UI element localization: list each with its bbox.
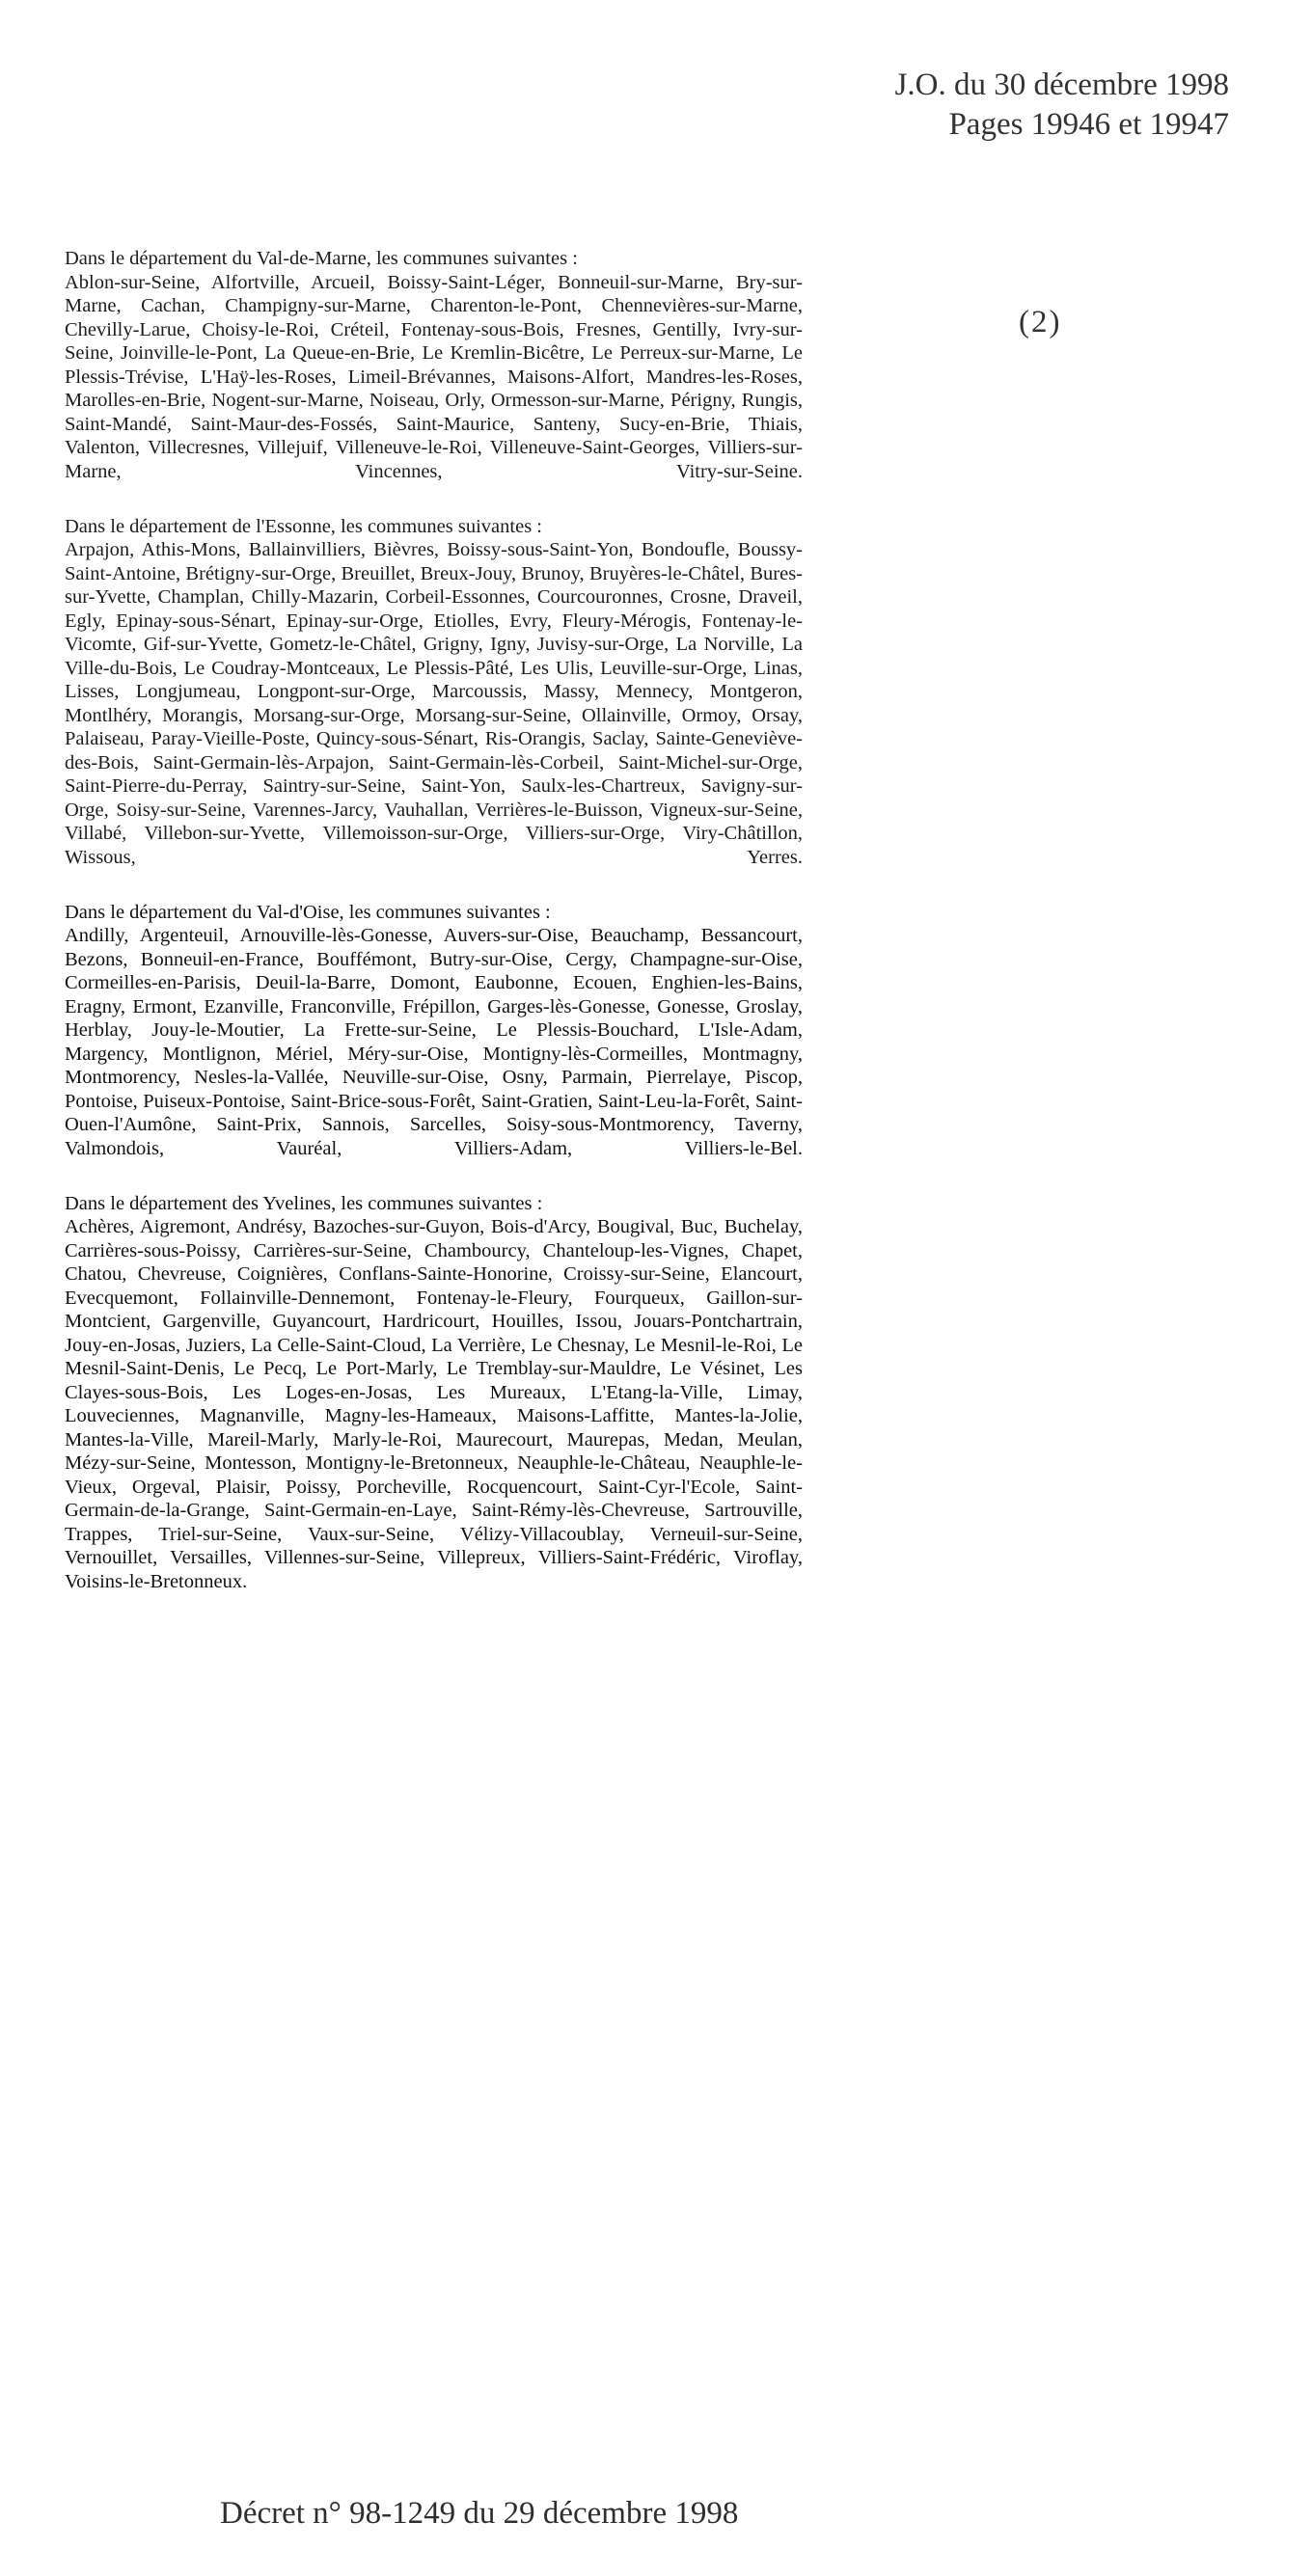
section-yvelines [39,1192,803,1617]
section-intro: Dans le département des Yvelines, les communes suivantes : [65,1192,543,1214]
document-body [39,247,803,1625]
journal-pages: Pages 19946 et 19947 [948,107,1229,142]
journal-date: J.O. du 30 décembre 1998 [894,68,1229,102]
commune-list: Ablon-sur-Seine, Alfortville, Arcueil, Boissy-Saint-Léger, Bonneuil-sur-Marne, Bry-sur-Marne, Cachan, Champigny-sur-Marne, Charenton-le-Pont, Chennevières-sur-Marne, Chevilly-Larue, Choisy-le-Roi, Créteil, Fontenay-sous-Bois, Fresnes, Gentilly, Ivry-sur-Seine, Joinville-le-Pont, La Queue-en-Brie, Le Kremlin-Bicêtre, Le Perreux-sur-Marne, Le Plessis-Trévise, L'Haÿ-les-Roses, Limeil-Brévannes, Maisons-Alfort, Mandres-les-Roses, Marolles-en-Brie, Nogent-sur-Marne, Noiseau, Orly, Ormesson-sur-Marne, Périgny, Rungis, Saint-Mandé, Saint-Maur-des-Fossés, Saint-Maurice, Santeny, Sucy-en-Brie, Thiais, Valenton, Villecresnes, Villejuif, Villeneuve-le-Roi, Villeneuve-Saint-Georges, Villiers-sur-Marne, Vincennes, Vitry-sur-Seine. [65,271,803,482]
commune-list: Andilly, Argenteuil, Arnouville-lès-Gonesse, Auvers-sur-Oise, Beauchamp, Bessancourt, Bezons, Bonneuil-en-France, Bouffémont, Butry-sur-Oise, Cergy, Champagne-sur-Oise, Cormeilles-en-Parisis, Deuil-la-Barre, Domont, Eaubonne, Ecouen, Enghien-les-Bains, Eragny, Ermont, Ezanville, Franconville, Frépillon, Garges-lès-Gonesse, Gonesse, Groslay, Herblay, Jouy-le-Moutier, La Frette-sur-Seine, Le Plessis-Bouchard, L'Isle-Adam, Margency, Montlignon, Mériel, Méry-sur-Oise, Montigny-lès-Cormeilles, Montmagny, Montmorency, Nesles-la-Vallée, Neuville-sur-Oise, Osny, Parmain, Pierrelaye, Piscop, Pontoise, Puiseux-Pontoise, Saint-Brice-sous-Forêt, Saint-Gratien, Saint-Leu-la-Forêt, Saint-Ouen-l'Aumône, Saint-Prix, Sannois, Sarcelles, Soisy-sous-Montmorency, Taverny, Valmondois, Vauréal, Villiers-Adam, Villiers-le-Bel. [65,925,803,1159]
journal-reference [824,66,1229,145]
section-essonne [39,515,803,893]
section-val-d-oise [39,901,803,1184]
page-marker: (2) [1019,305,1062,339]
section-val-de-marne [39,247,803,507]
decree-reference: Décret n° 98-1249 du 29 décembre 1998 [220,2496,739,2531]
section-intro: Dans le département du Val-de-Marne, les communes suivantes : [65,248,578,269]
section-intro: Dans le département du Val-d'Oise, les communes suivantes : [65,901,551,923]
commune-list: Achères, Aigremont, Andrésy, Bazoches-sur-Guyon, Bois-d'Arcy, Bougival, Buc, Buchelay, Carrières-sous-Poissy, Carrières-sur-Seine, Chambourcy, Chanteloup-les-Vignes, Chapet, Chatou, Chevreuse, Coignières, Conflans-Sainte-Honorine, Croissy-sur-Seine, Elancourt, Evecquemont, Follainville-Dennemont, Fontenay-le-Fleury, Fourqueux, Gaillon-sur-Montcient, Gargenville, Guyancourt, Hardricourt, Houilles, Issou, Jouars-Pontchartrain, Jouy-en-Josas, Juziers, La Celle-Saint-Cloud, La Verrière, Le Chesnay, Le Mesnil-le-Roi, Le Mesnil-Saint-Denis, Le Pecq, Le Port-Marly, Le Tremblay-sur-Mauldre, Le Vésinet, Les Clayes-sous-Bois, Les Loges-en-Josas, Les Mureaux, L'Etang-la-Ville, Limay, Louveciennes, Magnanville, Magny-les-Hameaux, Maisons-Laffitte, Mantes-la-Jolie, Mantes-la-Ville, Mareil-Marly, Marly-le-Roi, Maurecourt, Maurepas, Medan, Meulan, Mézy-sur-Seine, Montesson, Montigny-le-Bretonneux, Neauphle-le-Château, Neauphle-le-Vieux, Orgeval, Plaisir, Poissy, Porcheville, Rocquencourt, Saint-Cyr-l'Ecole, Saint-Germain-de-la-Grange, Saint-Germain-en-Laye, Saint-Rémy-lès-Chevreuse, Sartrouville, Trappes, Triel-sur-Seine, Vaux-sur-Seine, Vélizy-Villacoublay, Verneuil-sur-Seine, Vernouillet, Versailles, Villennes-sur-Seine, Villepreux, Villiers-Saint-Frédéric, Viroflay, Voisins-le-Bretonneux. [65,1216,803,1592]
section-intro: Dans le département de l'Essonne, les communes suivantes : [65,515,543,537]
commune-list: Arpajon, Athis-Mons, Ballainvilliers, Bièvres, Boissy-sous-Saint-Yon, Bondoufle, Boussy-Saint-Antoine, Brétigny-sur-Orge, Breuillet, Breux-Jouy, Brunoy, Bruyères-le-Châtel, Bures-sur-Yvette, Champlan, Chilly-Mazarin, Corbeil-Essonnes, Courcouronnes, Crosne, Draveil, Egly, Epinay-sous-Sénart, Epinay-sur-Orge, Etiolles, Evry, Fleury-Mérogis, Fontenay-le-Vicomte, Gif-sur-Yvette, Gometz-le-Châtel, Grigny, Igny, Juvisy-sur-Orge, La Norville, La Ville-du-Bois, Le Coudray-Montceaux, Le Plessis-Pâté, Les Ulis, Leuville-sur-Orge, Linas, Lisses, Longjumeau, Longpont-sur-Orge, Marcoussis, Massy, Mennecy, Montgeron, Montlhéry, Morangis, Morsang-sur-Orge, Morsang-sur-Seine, Ollainville, Ormoy, Orsay, Palaiseau, Paray-Vieille-Poste, Quincy-sous-Sénart, Ris-Orangis, Saclay, Sainte-Geneviève-des-Bois, Saint-Germain-lès-Arpajon, Saint-Germain-lès-Corbeil, Saint-Michel-sur-Orge, Saint-Pierre-du-Perray, Saintry-sur-Seine, Saint-Yon, Saulx-les-Chartreux, Savigny-sur-Orge, Soisy-sur-Seine, Varennes-Jarcy, Vauhallan, Verrières-le-Buisson, Vigneux-sur-Seine, Villabé, Villebon-sur-Yvette, Villemoisson-sur-Orge, Villiers-sur-Orge, Viry-Châtillon, Wissous, Yerres. [65,539,803,868]
